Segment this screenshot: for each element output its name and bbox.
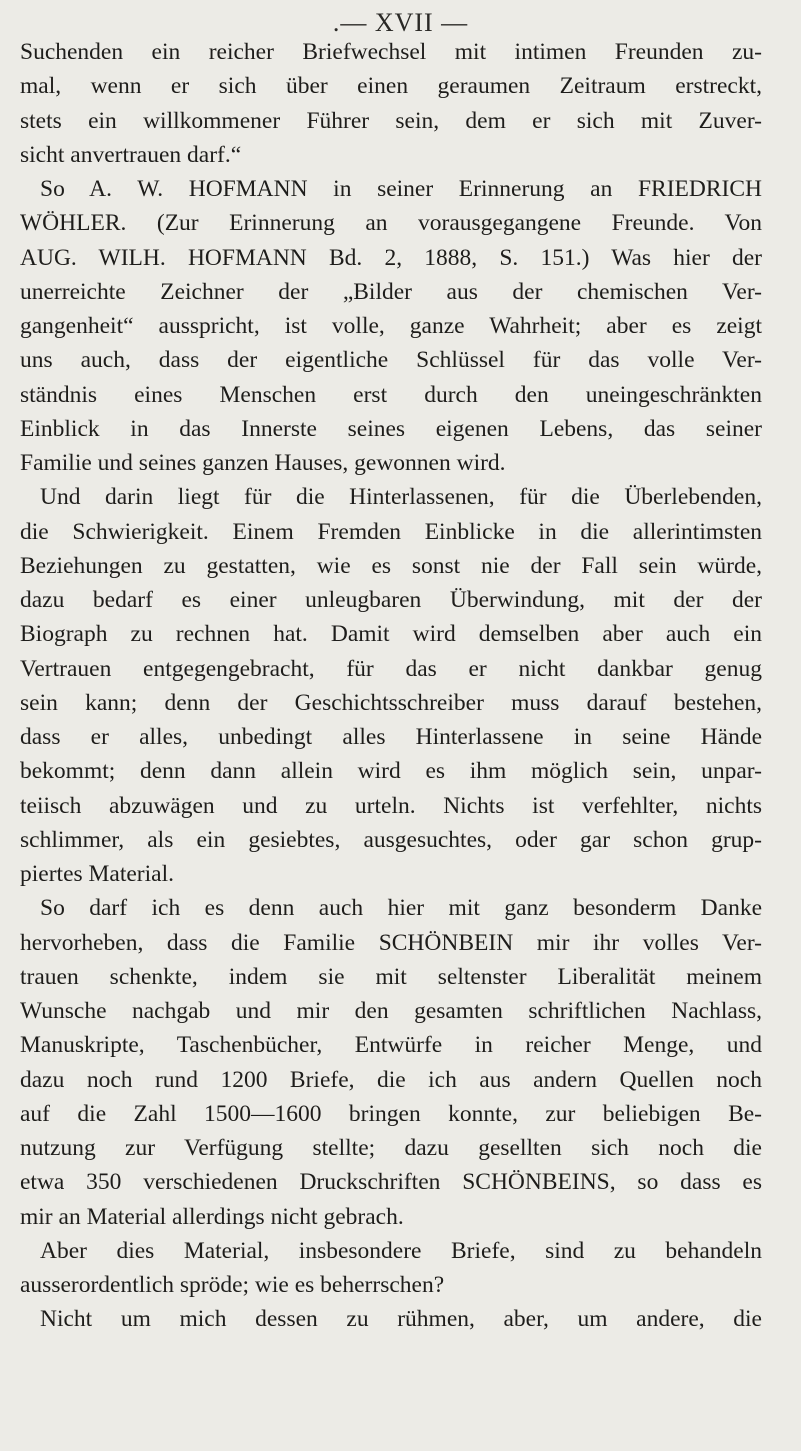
text-line: auf die Zahl 1500—1600 bringen konnte, zur beliebigen Be- <box>20 1100 762 1127</box>
text-line: schlimmer, als ein gesiebtes, ausgesuchtes, oder gar schon grup- <box>20 826 762 853</box>
text-line: dazu bedarf es einer unleugbaren Überwindung, mit der der <box>20 587 762 613</box>
text-line: Wunsche nachgab und mir den gesamten schriftlichen Nachlass, <box>20 998 762 1024</box>
text-line: ständnis eines Menschen erst durch den uneingeschränkten <box>20 381 762 408</box>
text-line: Vertrauen entgegengebracht, für das er nicht dankbar genug <box>20 655 762 682</box>
text-line: So A. W. HOFMANN in seiner Erinnerung an FRIEDRICH <box>40 176 762 202</box>
text-line: gangenheit“ ausspricht, ist volle, ganze Wahrheit; aber es zeigt <box>20 313 762 339</box>
text-line: etwa 350 verschiedenen Druckschriften SCHÖNBEINS, so dass es <box>20 1169 762 1196</box>
text-line: sicht anvertrauen darf.“ <box>20 141 242 168</box>
text-line: Biograph zu rechnen hat. Damit wird demselben aber auch ein <box>20 621 762 648</box>
text-line: hervorheben, dass die Familie SCHÖNBEIN mir ihr volles Ver- <box>20 929 762 956</box>
text-line: die Schwierigkeit. Einem Fremden Einblicke in die allerintimsten <box>20 518 762 545</box>
text-line: So darf ich es denn auch hier mit ganz besonderm Danke <box>40 895 762 922</box>
text-line: Aber dies Material, insbesondere Briefe, sind zu behandeln <box>40 1237 762 1264</box>
text-line: nutzung zur Verfügung stellte; dazu gesellten sich noch die <box>20 1135 762 1161</box>
text-line: Einblick in das Innerste seines eigenen Lebens, das seiner <box>20 415 762 442</box>
text-line: ausserordentlich spröde; wie es beherrschen? <box>20 1272 445 1298</box>
text-line: mir an Material allerdings nicht gebrach. <box>20 1203 404 1230</box>
text-line: Nicht um mich dessen zu rühmen, aber, um andere, die <box>40 1306 762 1333</box>
text-line: Manuskripte, Taschenbücher, Entwürfe in reicher Menge, und <box>20 1032 762 1059</box>
text-line: bekommt; denn dann allein wird es ihm möglich sein, unpar- <box>20 758 762 785</box>
text-line: unerreichte Zeichner der „Bilder aus der chemischen Ver- <box>20 278 762 305</box>
body-text <box>20 35 762 1337</box>
text-line: WÖHLER. (Zur Erinnerung an vorausgegangene Freunde. Von <box>20 210 762 237</box>
text-line: Beziehungen zu gestatten, wie es sonst nie der Fall sein würde, <box>20 552 762 579</box>
text-line: dazu noch rund 1200 Briefe, die ich aus andern Quellen noch <box>20 1066 762 1093</box>
page-header-roman-numeral: .— XVII — <box>332 8 469 37</box>
text-line: dass er alles, unbedingt alles Hinterlassene in seine Hände <box>20 724 762 750</box>
text-line: uns auch, dass der eigentliche Schlüssel für das volle Ver- <box>20 347 762 374</box>
text-line: stets ein willkommener Führer sein, dem er sich mit Zuver- <box>20 107 762 134</box>
text-line: trauen schenkte, indem sie mit seltenster Liberalität meinem <box>20 963 762 990</box>
text-line: teiisch abzuwägen und zu urteln. Nichts ist verfehlter, nichts <box>20 792 762 819</box>
text-line: Und darin liegt für die Hinterlassenen, für die Überlebenden, <box>40 484 762 511</box>
text-line: Suchenden ein reicher Briefwechsel mit intimen Freunden zu- <box>20 39 762 65</box>
text-line: sein kann; denn der Geschichtsschreiber muss darauf bestehen, <box>20 689 762 716</box>
text-line: AUG. WILH. HOFMANN Bd. 2, 1888, S. 151.) Was hier der <box>20 244 762 271</box>
text-line: Familie und seines ganzen Hauses, gewonnen wird. <box>20 450 506 476</box>
text-line: mal, wenn er sich über einen geraumen Zeitraum erstreckt, <box>20 73 762 100</box>
text-line: piertes Material. <box>20 861 174 887</box>
